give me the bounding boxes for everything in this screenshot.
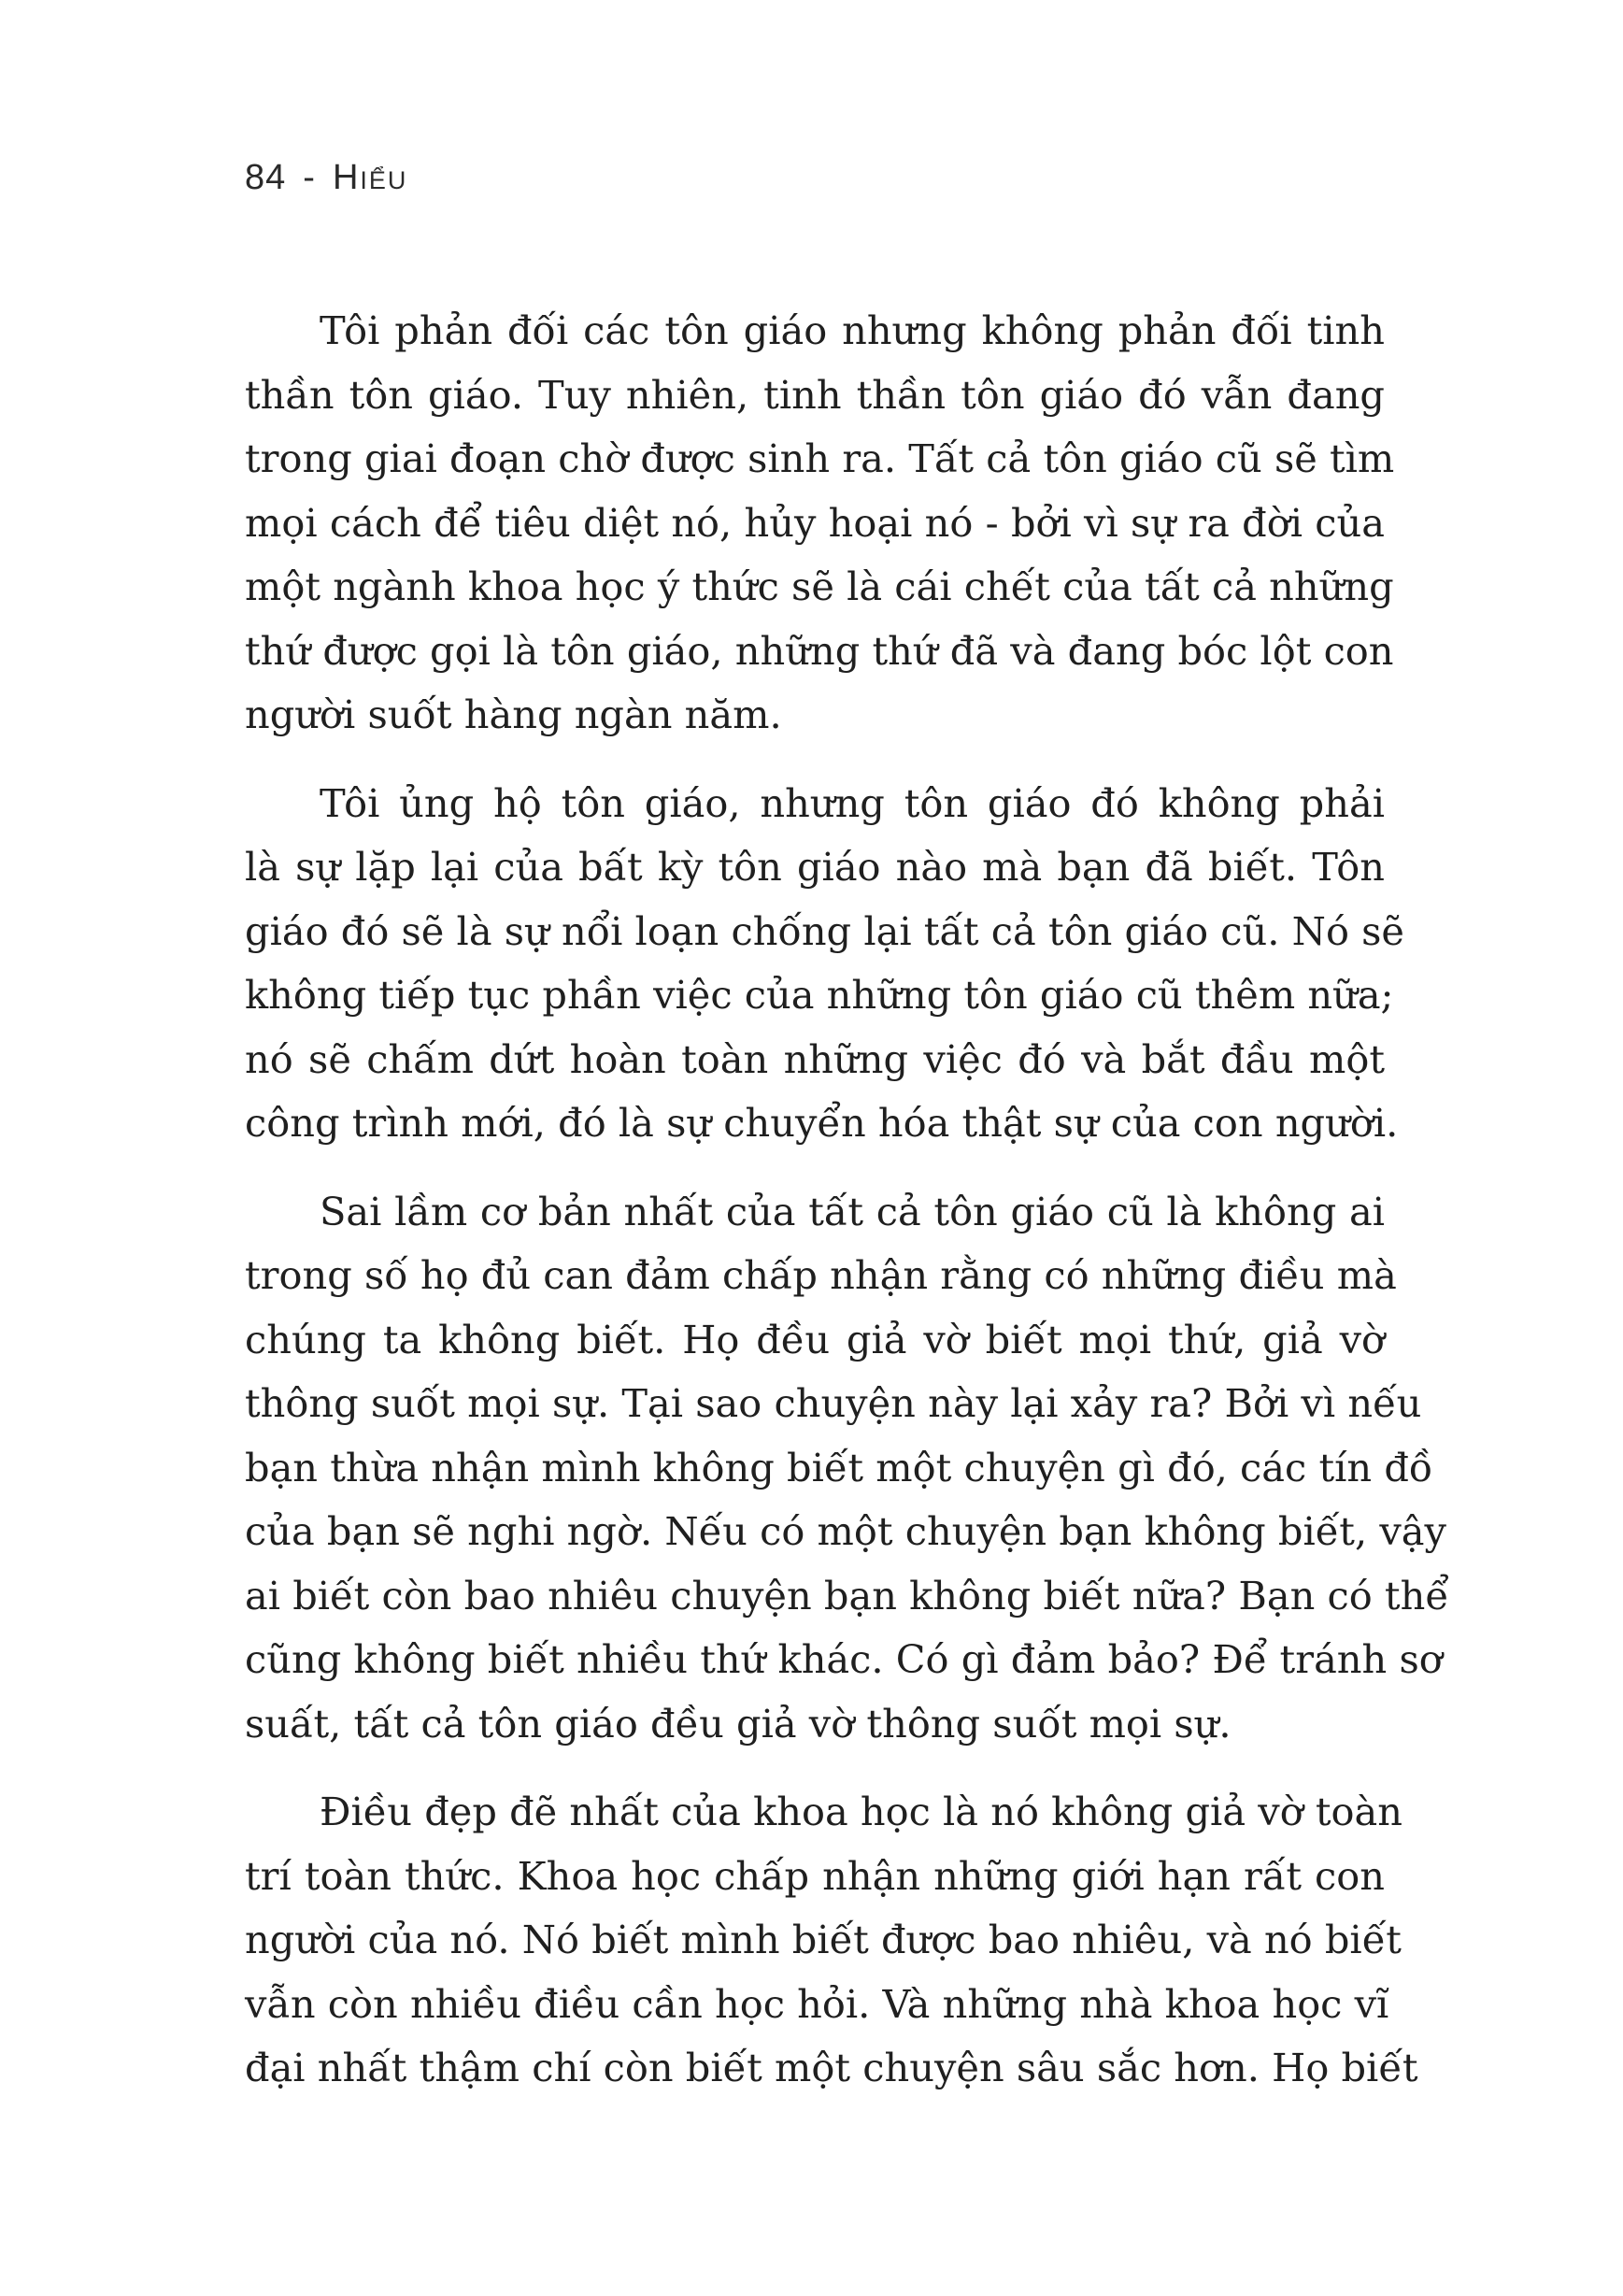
text-line: là sự lặp lại của bất kỳ tôn giáo nào mà bạn đã biết. Tôn xyxy=(245,844,1385,890)
text-line: của bạn sẽ nghi ngờ. Nếu có một chuyện bạn không biết, vậy xyxy=(245,1508,1446,1554)
header-separator: - xyxy=(303,158,316,197)
text-line: mọi cách để tiêu diệt nó, hủy hoại nó - bởi vì sự ra đời của xyxy=(245,499,1385,546)
text-line: ai biết còn bao nhiêu chuyện bạn không biết nữa? Bạn có thể xyxy=(245,1572,1449,1619)
text-line: thứ được gọi là tôn giáo, những thứ đã và đang bóc lột con xyxy=(245,627,1394,674)
text-line: một ngành khoa học ý thức sẽ là cái chết của tất cả những xyxy=(245,563,1394,609)
text-line: cũng không biết nhiều thứ khác. Có gì đảm bảo? Để tránh sơ xyxy=(245,1636,1443,1682)
text-line: đại nhất thậm chí còn biết một chuyện sâu sắc hơn. Họ biết xyxy=(245,2045,1418,2090)
text-line: thần tôn giáo. Tuy nhiên, tinh thần tôn giáo đó vẫn đang xyxy=(245,371,1385,418)
text-line: không tiếp tục phần việc của những tôn giáo cũ thêm nữa; xyxy=(245,972,1394,1018)
text-line: Sai lầm cơ bản nhất của tất cả tôn giáo cũ là không ai xyxy=(320,1188,1385,1234)
paragraph-1 xyxy=(245,299,1395,748)
text-line: trí toàn thức. Khoa học chấp nhận những giới hạn rất con xyxy=(245,1852,1385,1899)
text-line: người của nó. Nó biết mình biết được bao nhiêu, và nó biết xyxy=(245,1917,1402,1962)
text-line: chúng ta không biết. Họ đều giả vờ biết mọi thứ, giả vờ xyxy=(245,1316,1385,1362)
text-line: Tôi phản đối các tôn giáo nhưng không phản đối tinh xyxy=(320,307,1385,353)
paragraph-3 xyxy=(245,1180,1449,1757)
running-header xyxy=(245,155,407,200)
text-line: bạn thừa nhận mình không biết một chuyện gì đó, các tín đồ xyxy=(245,1444,1433,1490)
text-line: Tôi ủng hộ tôn giáo, nhưng tôn giáo đó không phải xyxy=(320,779,1385,826)
page-number: 84 xyxy=(245,158,287,197)
body-text xyxy=(245,299,1449,2125)
paragraph-2 xyxy=(245,772,1404,1156)
text-line: giáo đó sẽ là sự nổi loạn chống lại tất cả tôn giáo cũ. Nó sẽ xyxy=(245,907,1404,954)
text-line: nó sẽ chấm dứt hoàn toàn những việc đó và bắt đầu một xyxy=(245,1035,1385,1082)
text-line: Điều đẹp đẽ nhất của khoa học là nó không giả vờ toàn xyxy=(320,1789,1403,1834)
text-line: thông suốt mọi sự. Tại sao chuyện này lại xảy ra? Bởi vì nếu xyxy=(245,1380,1422,1426)
text-line: vẫn còn nhiều điều cần học hỏi. Và những nhà khoa học vĩ xyxy=(245,1980,1389,2027)
paragraph-4 xyxy=(245,1780,1418,2101)
text-line: trong số họ đủ can đảm chấp nhận rằng có những điều mà xyxy=(245,1252,1397,1298)
text-line: suất, tất cả tôn giáo đều giả vờ thông suốt mọi sự. xyxy=(245,1700,1231,1747)
text-line: trong giai đoạn chờ được sinh ra. Tất cả tôn giáo cũ sẽ tìm xyxy=(245,435,1395,481)
book-title: Hiểu xyxy=(332,158,408,197)
text-line: người suốt hàng ngàn năm. xyxy=(245,692,782,737)
text-line: công trình mới, đó là sự chuyển hóa thật sự của con người. xyxy=(245,1100,1399,1146)
